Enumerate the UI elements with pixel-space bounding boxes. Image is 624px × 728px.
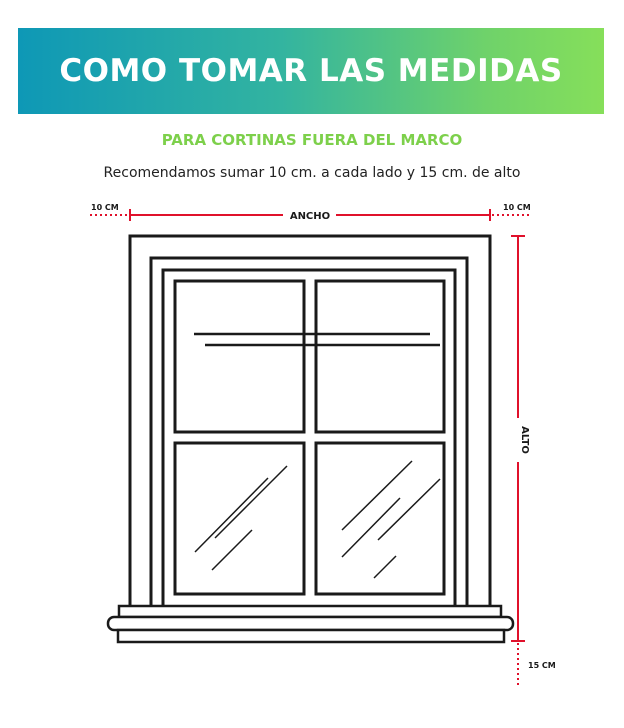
left-margin-label: 10 CM <box>91 203 119 212</box>
page-title: COMO TOMAR LAS MEDIDAS <box>59 53 563 89</box>
height-measurement <box>511 236 556 688</box>
pane-bottom-left <box>175 443 304 594</box>
sill-lower <box>119 606 501 617</box>
width-label: ANCHO <box>289 211 331 222</box>
pane-top-left <box>175 281 304 432</box>
pane-top-right <box>316 281 444 432</box>
bottom-margin-label: 15 CM <box>528 661 556 670</box>
right-margin-label: 10 CM <box>503 203 531 212</box>
window-illustration <box>108 236 513 642</box>
width-measurement <box>90 203 532 222</box>
subtitle: PARA CORTINAS FUERA DEL MARCO <box>161 131 463 149</box>
description: Recomendamos sumar 10 cm. a cada lado y 15 cm. de alto <box>103 165 521 181</box>
sill-base <box>118 630 504 642</box>
sill <box>108 617 513 630</box>
height-label: ALTO <box>519 426 530 454</box>
